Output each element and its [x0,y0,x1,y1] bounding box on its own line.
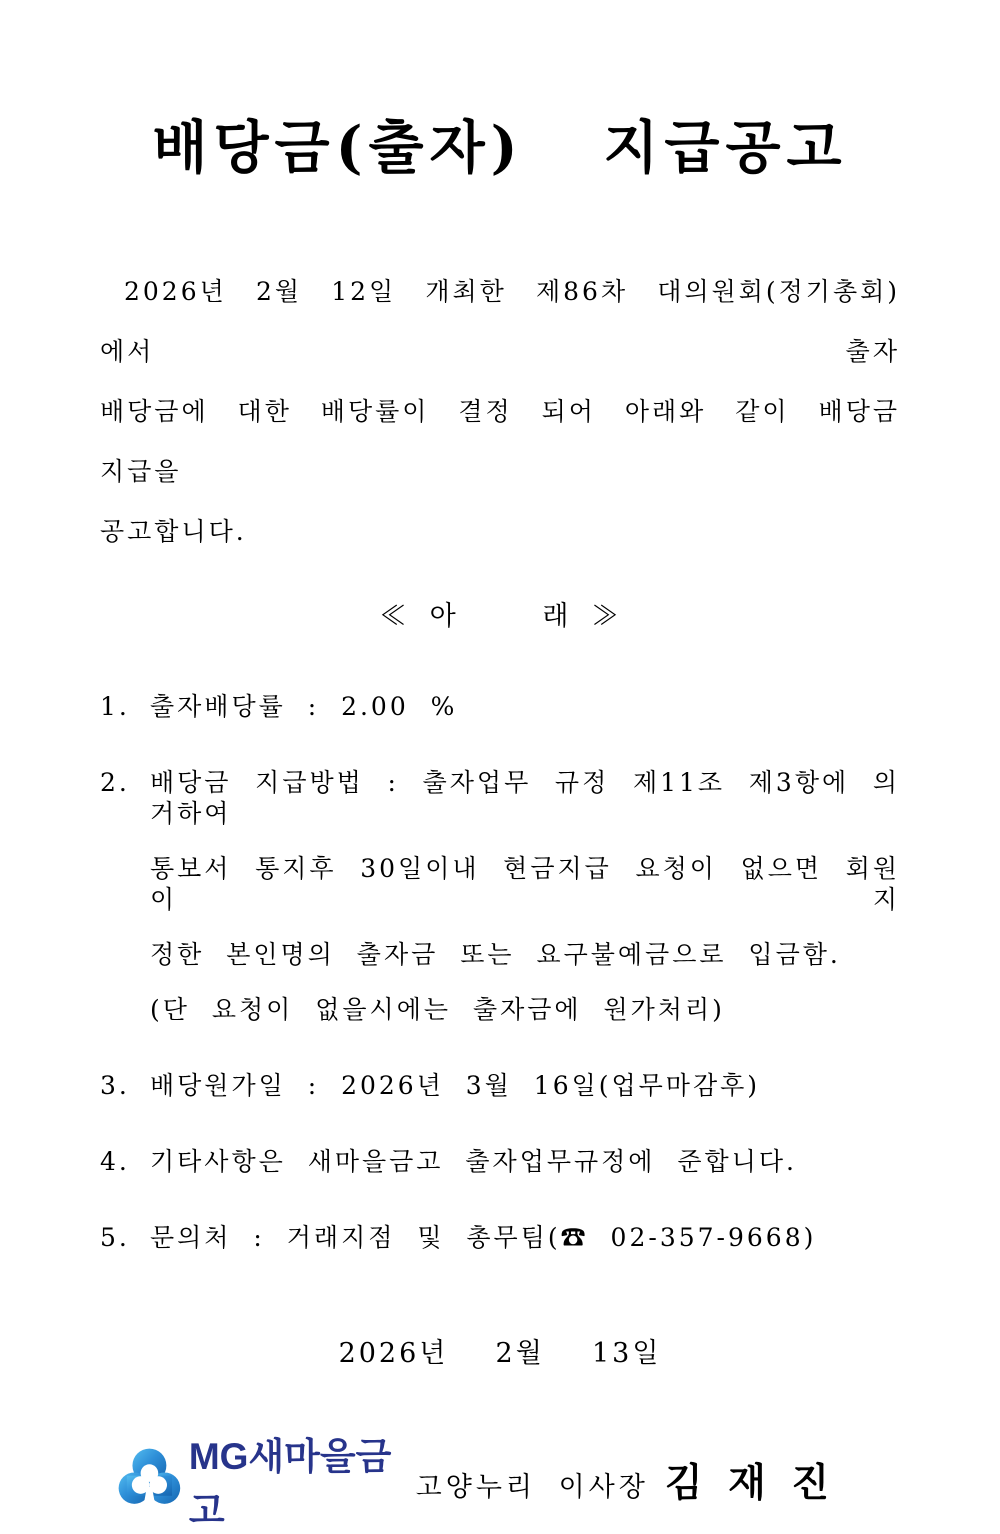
list-item-4 [100,1146,900,1177]
item-line: 기타사항은 새마을금고 출자업무규정에 준합니다. [150,1147,797,1176]
item-number: 4. [100,1147,130,1176]
mg-logo [118,1426,416,1534]
signature [416,1452,835,1508]
item-line: 배당원가일 : 2026년 3월 16일(업무마감후) [150,1071,761,1100]
below-divider: ≪ 아 래 ≫ [379,601,621,632]
intro-line: 2026년 2월 12일 개최한 제86차 대의원회(정기총회)에서 출자 [100,277,900,366]
notice-document [0,102,1000,1531]
item-number: 5. [100,1223,130,1252]
item-line: 출자배당률 : 2.00 % [150,692,458,721]
item-line: (단 요청이 없을시에는 출자금에 원가처리) [150,995,725,1024]
item-line: 정한 본인명의 출자금 또는 요구불예금으로 입금함. [150,940,841,969]
intro-line: 배당금에 대한 배당률이 결정 되어 아래와 같이 배당금 지급을 [100,397,900,486]
item-line: 문의처 : 거래지점 및 총무팀(☎ 02-357-9668) [150,1223,817,1252]
intro-paragraph [100,262,900,562]
list-item-1 [100,691,900,722]
item-line: 통보서 통지후 30일이내 현금지급 요청이 없으면 회원이 지 [150,854,900,914]
issue-date: 2026년 2월 13일 [338,1338,662,1369]
mg-clover-icon [118,1445,181,1515]
list-item-3 [100,1070,900,1101]
page-title: 배당금(출자) 지급공고 [152,114,848,181]
signature-title: 고양누리 이사장 [415,1472,649,1503]
signature-name: 김 재 진 [664,1460,835,1506]
list-item-2 [100,767,900,1025]
item-number: 3. [100,1071,130,1100]
footer [100,1426,900,1534]
item-number: 1. [100,692,130,721]
intro-line: 공고합니다. [100,517,247,546]
list-item-5 [100,1222,900,1253]
notice-item-list [100,691,900,1253]
mg-logo-text: MG새마을금고 [188,1436,392,1531]
item-line: 배당금 지급방법 : 출자업무 규정 제11조 제3항에 의거하여 [150,768,900,828]
item-number: 2. [100,768,130,797]
